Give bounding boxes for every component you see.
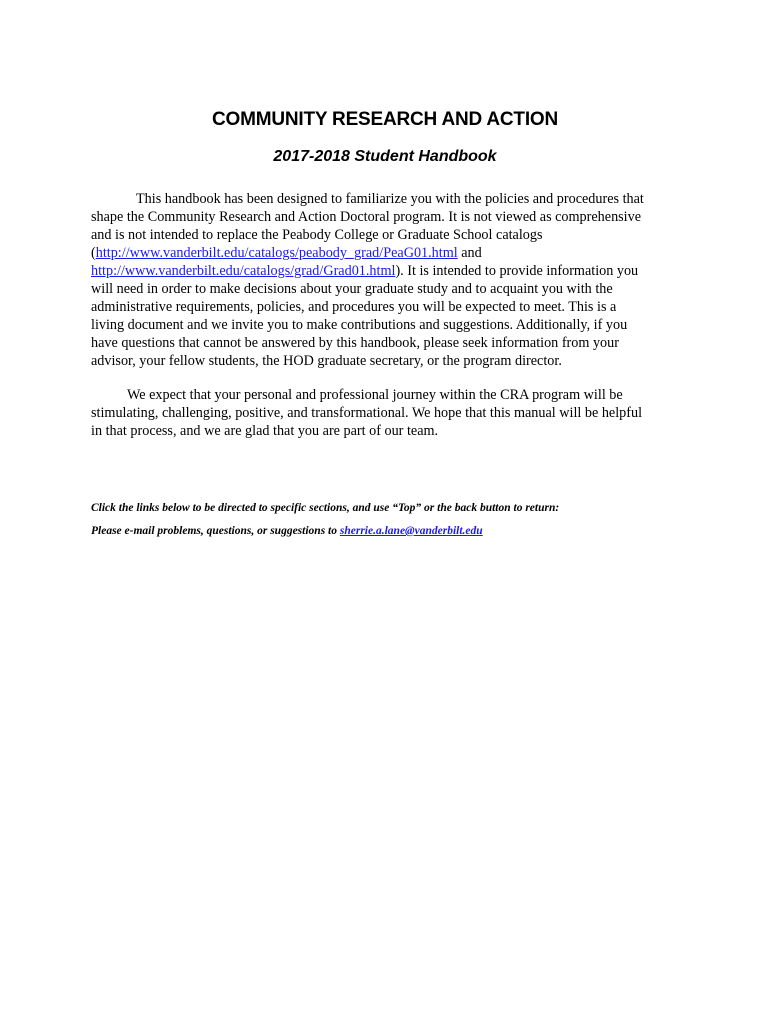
contact-note-text: Please e-mail problems, questions, or suggestions to	[91, 525, 340, 537]
intro-line-1: This handbook has been designed to familiarize you with the policies and procedures that	[136, 191, 644, 207]
document-subtitle: 2017-2018 Student Handbook	[273, 148, 497, 165]
intro-paragraph	[91, 190, 691, 370]
intro-line-10: advisor, your fellow students, the HOD graduate secretary, or the program director.	[91, 353, 562, 369]
intro-line-8: living document and we invite you to make contributions and suggestions. Additionally, if you	[91, 317, 628, 333]
intro-line-2: shape the Community Research and Action Doctoral program. It is not viewed as comprehensive	[91, 209, 642, 225]
navigation-note: Click the links below to be directed to specific sections, and use “Top” or the back button to return:	[91, 502, 560, 514]
expectation-line-1: We expect that your personal and professional journey within the CRA program will be	[127, 387, 623, 403]
intro-line-5	[91, 262, 691, 280]
open-paren: (	[91, 245, 96, 261]
peabody-catalog-link[interactable]: http://www.vanderbilt.edu/catalogs/peabody_grad/PeaG01.html	[95, 245, 458, 261]
intro-line-6: will need in order to make decisions about your graduate study and to acquaint you with the	[91, 281, 613, 297]
expectation-line-3: in that process, and we are glad that you are part of our team.	[91, 423, 439, 439]
grad-catalog-link[interactable]: http://www.vanderbilt.edu/catalogs/grad/Grad01.html	[91, 263, 396, 279]
contact-email-link[interactable]: sherrie.a.lane@vanderbilt.edu	[339, 525, 483, 537]
contact-note	[91, 525, 711, 537]
intro-line-5-text: ). It is intended to provide information you	[395, 263, 639, 279]
link-connector-text: and	[457, 245, 482, 261]
expectation-paragraph	[91, 386, 691, 440]
intro-line-4	[91, 244, 691, 262]
intro-line-7: administrative requirements, policies, and procedures you will be expected to meet. This is a	[91, 299, 617, 315]
intro-line-9: have questions that cannot be answered by this handbook, please seek information from your	[91, 335, 619, 351]
document-title: COMMUNITY RESEARCH AND ACTION	[211, 109, 559, 130]
expectation-line-2: stimulating, challenging, positive, and transformational. We hope that this manual will be helpful	[91, 405, 643, 421]
intro-line-3: and is not intended to replace the Peabody College or Graduate School catalogs	[91, 227, 543, 243]
